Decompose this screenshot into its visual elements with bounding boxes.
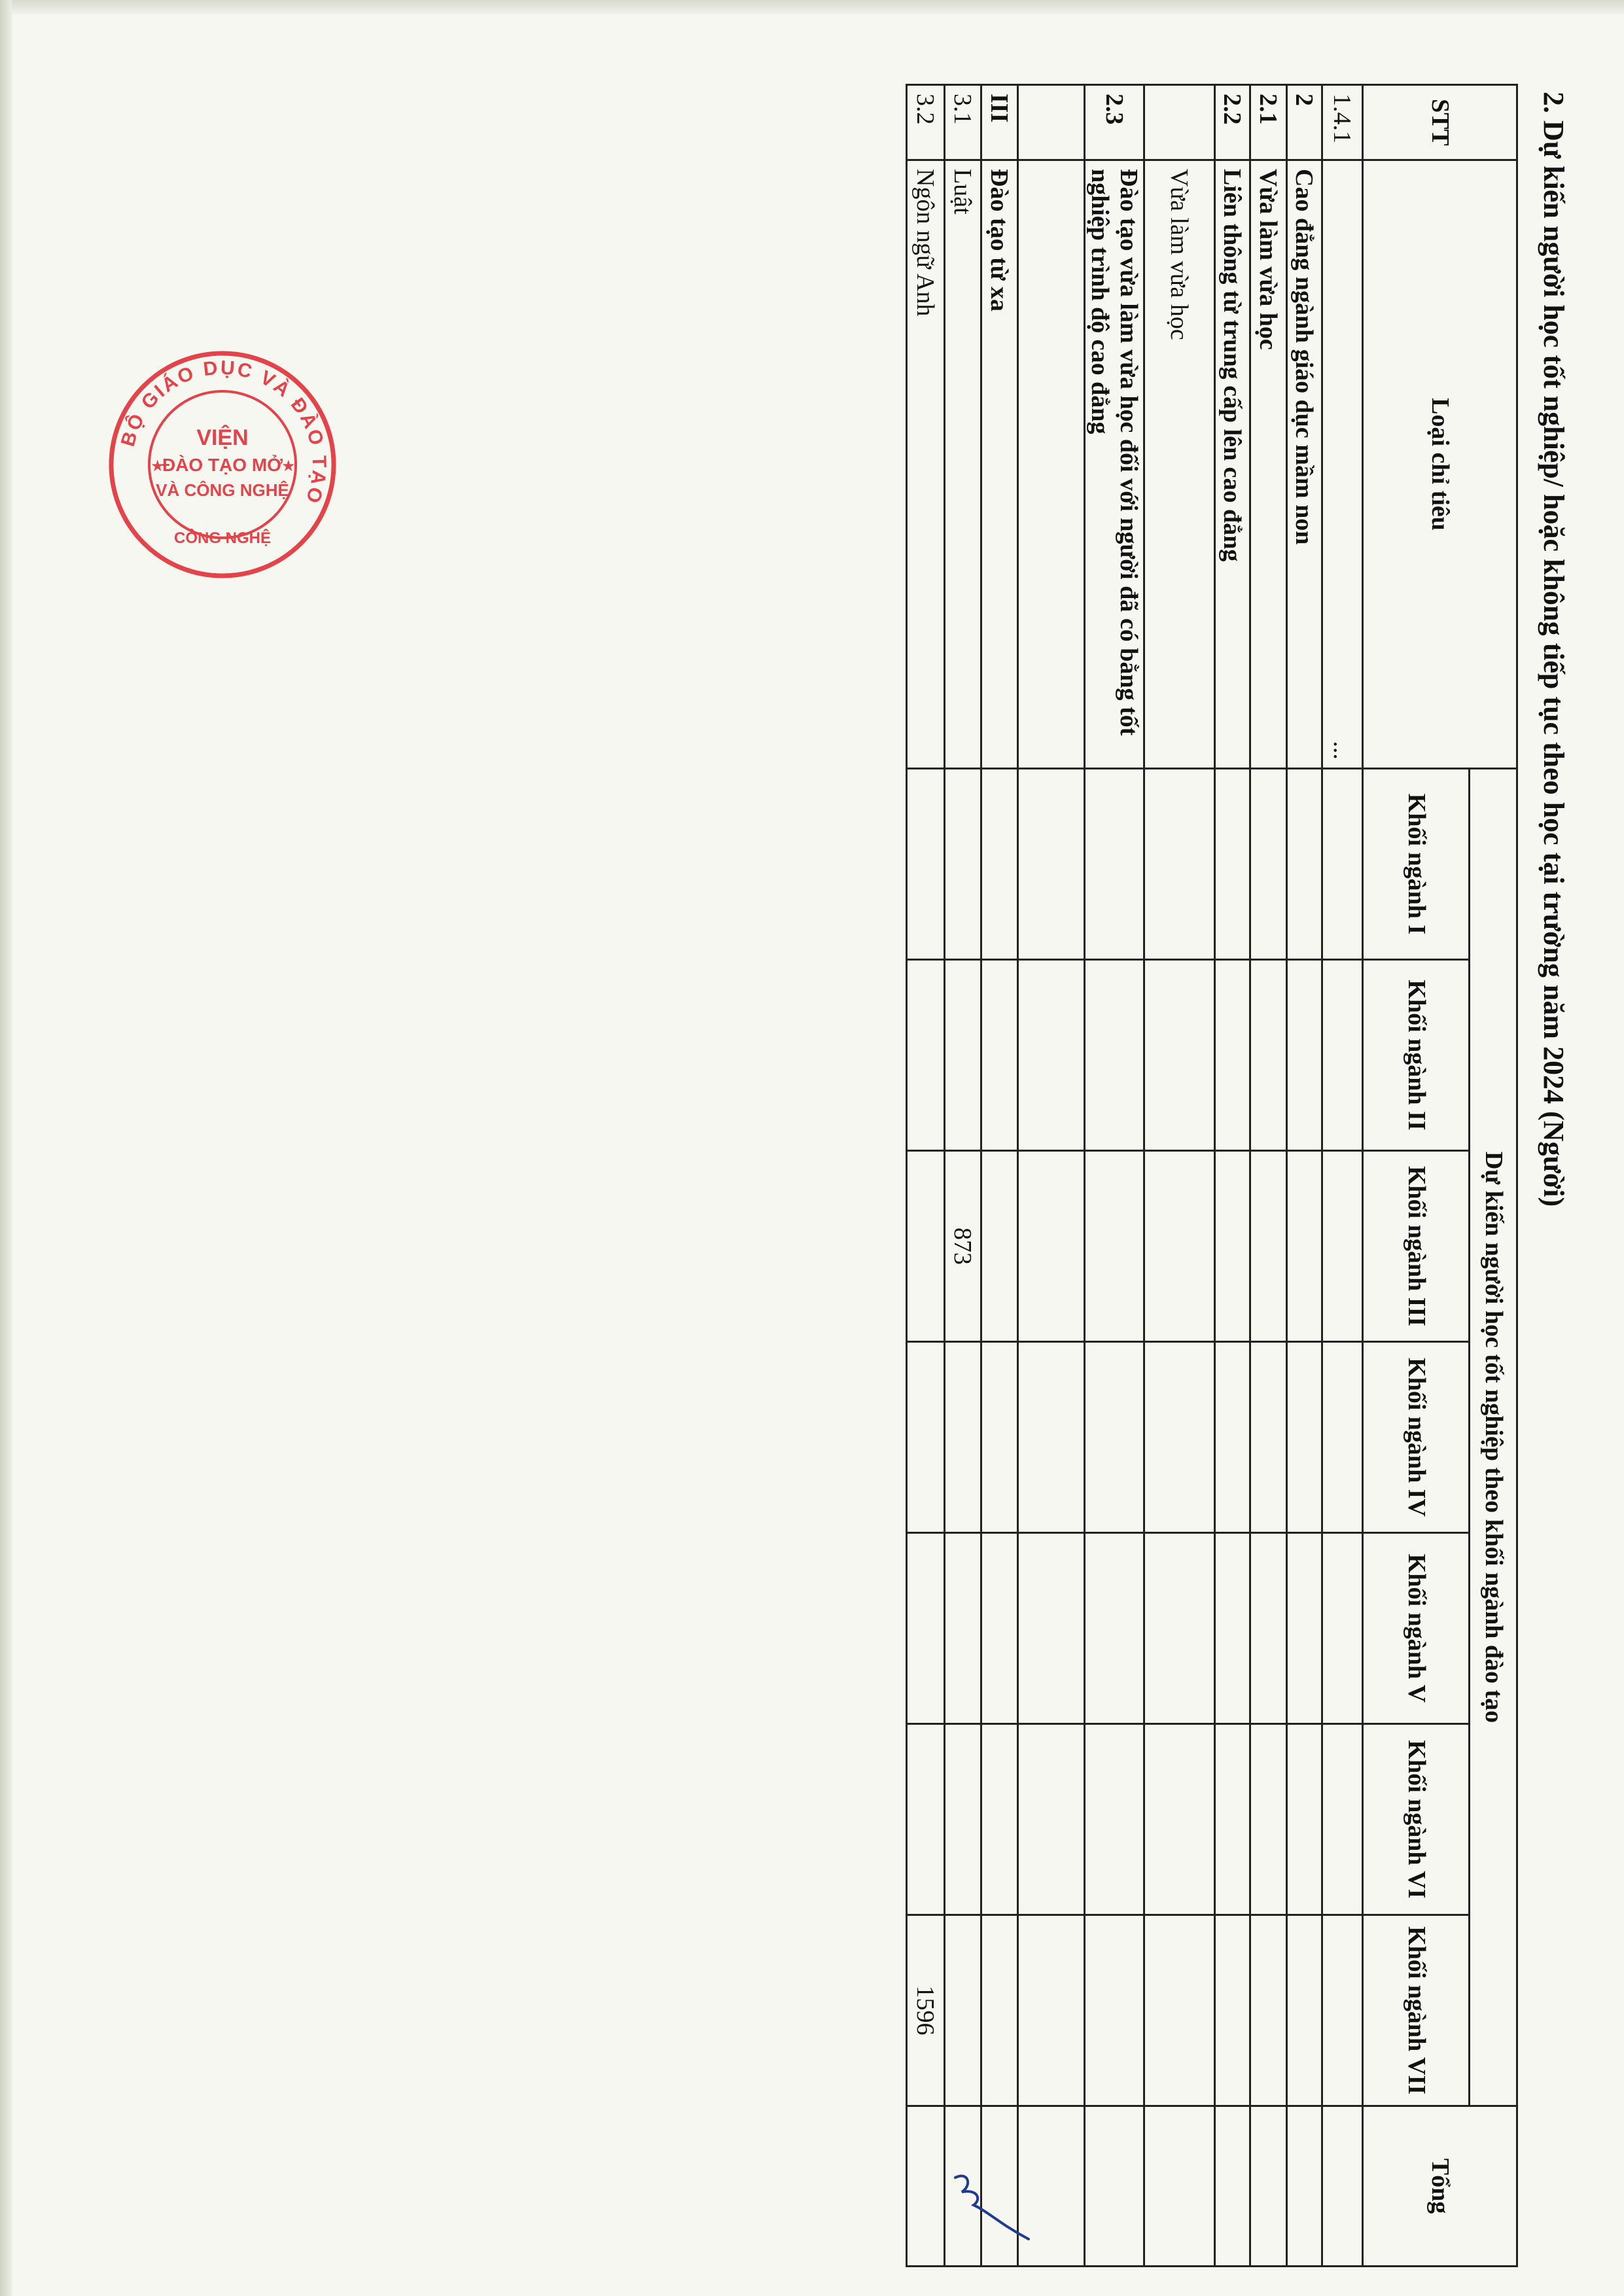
cell-khoi-nganh-3 [1018,1151,1085,1342]
cell-loai-chi-tieu: Liên thông từ trung cấp lên cao đẳng [1215,160,1250,769]
header-khoi-nganh-3: Khối ngành III [1363,1151,1470,1342]
rotated-content [46,72,1570,2270]
header-khoi-nganh-4: Khối ngành IV [1363,1342,1470,1533]
header-khoi-nganh-6: Khối ngành VI [1363,1724,1470,1915]
cell-khoi-nganh-7 [981,1915,1018,2106]
stamp-center-line3: VÀ CÔNG NGHỆ [156,480,289,500]
cell-khoi-nganh-7 [1215,1915,1250,2106]
cell-khoi-nganh-1 [945,769,981,960]
cell-khoi-nganh-2 [1215,960,1250,1151]
cell-khoi-nganh-3 [1287,1151,1322,1342]
cell-khoi-nganh-2 [1085,960,1144,1151]
cell-khoi-nganh-3: 873 [945,1151,981,1342]
cell-khoi-nganh-6 [1085,1724,1144,1915]
star-icon: ★ [150,457,165,475]
cell-tong [1322,2106,1363,2267]
cell-stt: III [981,85,1018,160]
cell-tong [1085,2106,1144,2267]
header-tong: Tổng [1363,2106,1517,2267]
institution-stamp [105,347,340,582]
cell-stt: 3.2 [907,85,945,160]
cell-khoi-nganh-2 [1144,960,1215,1151]
header-stt: STT [1363,85,1517,160]
cell-khoi-nganh-6 [981,1724,1018,1915]
cell-khoi-nganh-4 [907,1342,945,1533]
cell-tong [907,2106,945,2267]
cell-khoi-nganh-1 [1215,769,1250,960]
cell-tong [1250,2106,1287,2267]
cell-khoi-nganh-4 [1018,1342,1085,1533]
cell-khoi-nganh-3 [981,1151,1018,1342]
stamp-bottom-text: CÔNG NGHỆ [173,529,272,547]
table-row [945,85,981,2267]
table-body [907,85,1363,2267]
cell-tong [1287,2106,1322,2267]
header-group-khoi-nganh: Dự kiến người học tốt nghiệp theo khối ngành đào tạo [1470,769,1517,2106]
cell-loai-chi-tieu: Vừa làm vừa học [1144,160,1215,769]
cell-khoi-nganh-7 [1322,1915,1363,2106]
cell-khoi-nganh-1 [1250,769,1287,960]
cell-khoi-nganh-7 [1250,1915,1287,2106]
stamp-ring-text: BỘ GIÁO DỤC VÀ ĐÀO TẠO [116,357,330,508]
cell-khoi-nganh-5 [945,1533,981,1724]
cell-khoi-nganh-4 [1215,1342,1250,1533]
cell-khoi-nganh-3 [1250,1151,1287,1342]
cell-stt: 1.4.1 [1322,85,1363,160]
cell-stt: 2.3 [1085,85,1144,160]
cell-khoi-nganh-5 [1085,1533,1144,1724]
cell-khoi-nganh-5 [1287,1533,1322,1724]
cell-khoi-nganh-6 [1322,1724,1363,1915]
cell-loai-chi-tieu [1018,160,1085,769]
cell-khoi-nganh-1 [1144,769,1215,960]
cell-khoi-nganh-1 [907,769,945,960]
cell-stt: 2.1 [1250,85,1287,160]
cell-khoi-nganh-6 [1250,1724,1287,1915]
cell-khoi-nganh-5 [1144,1533,1215,1724]
cell-khoi-nganh-7 [945,1915,981,2106]
cell-khoi-nganh-1 [981,769,1018,960]
table-row [1215,85,1250,2267]
cell-khoi-nganh-2 [1250,960,1287,1151]
cell-khoi-nganh-3 [1322,1151,1363,1342]
table-row [1287,85,1322,2267]
stamp-center-line1: VIỆN [196,425,249,450]
cell-khoi-nganh-6 [1287,1724,1322,1915]
cell-khoi-nganh-5 [981,1533,1018,1724]
cell-khoi-nganh-2 [1018,960,1085,1151]
cell-khoi-nganh-3 [1215,1151,1250,1342]
cell-khoi-nganh-2 [981,960,1018,1151]
table-row [1250,85,1287,2267]
graduates-table [906,84,1518,2267]
header-khoi-nganh-1: Khối ngành I [1363,769,1470,960]
cell-khoi-nganh-6 [1018,1724,1085,1915]
cell-khoi-nganh-6 [907,1724,945,1915]
cell-stt [1144,85,1215,160]
cell-loai-chi-tieu: Ngôn ngữ Anh [907,160,945,769]
cell-stt: 3.1 [945,85,981,160]
cell-khoi-nganh-4 [945,1342,981,1533]
cell-stt: 2 [1287,85,1322,160]
cell-khoi-nganh-7: 1596 [907,1915,945,2106]
cell-khoi-nganh-5 [1250,1533,1287,1724]
cell-khoi-nganh-1 [1018,769,1085,960]
cell-khoi-nganh-7 [1018,1915,1085,2106]
table-row [1322,85,1363,2267]
cell-khoi-nganh-2 [907,960,945,1151]
cell-loai-chi-tieu: ... [1322,160,1363,769]
header-loai-chi-tieu: Loại chỉ tiêu [1363,160,1517,769]
header-khoi-nganh-7: Khối ngành VII [1363,1915,1470,2106]
cell-khoi-nganh-4 [1322,1342,1363,1533]
cell-khoi-nganh-2 [1287,960,1322,1151]
table-row [981,85,1018,2267]
cell-khoi-nganh-3 [1085,1151,1144,1342]
table-row [1144,85,1215,2267]
cell-khoi-nganh-7 [1144,1915,1215,2106]
table-row [1085,85,1144,2267]
cell-khoi-nganh-6 [1215,1724,1250,1915]
section-title: 2. Dự kiến người học tốt nghiệp/ hoặc không tiếp tục theo học tại trường năm 2024 (Người) [1538,92,1570,1207]
cell-khoi-nganh-7 [1287,1915,1322,2106]
stamp-center-line2: ĐÀO TẠO MỞ [162,455,283,475]
cell-khoi-nganh-3 [1144,1151,1215,1342]
cell-loai-chi-tieu: Đào tạo vừa làm vừa học đối với người đã có bằng tốt nghiệp trình độ cao đẳng [1085,160,1144,769]
cell-khoi-nganh-2 [945,960,981,1151]
cell-loai-chi-tieu: Vừa làm vừa học [1250,160,1287,769]
page-edge-left [0,0,12,2296]
cell-khoi-nganh-3 [907,1151,945,1342]
cell-khoi-nganh-4 [1085,1342,1144,1533]
cell-stt [1018,85,1085,160]
cell-tong [1215,2106,1250,2267]
cell-khoi-nganh-4 [981,1342,1018,1533]
cell-khoi-nganh-6 [1144,1724,1215,1915]
cell-khoi-nganh-1 [1322,769,1363,960]
cell-khoi-nganh-5 [1322,1533,1363,1724]
cell-khoi-nganh-4 [1144,1342,1215,1533]
cell-khoi-nganh-5 [1215,1533,1250,1724]
signature-mark [942,2159,1040,2244]
header-khoi-nganh-5: Khối ngành V [1363,1533,1470,1724]
cell-loai-chi-tieu: Đào tạo từ xa [981,160,1018,769]
cell-stt: 2.2 [1215,85,1250,160]
cell-khoi-nganh-7 [1085,1915,1144,2106]
cell-khoi-nganh-4 [1287,1342,1322,1533]
cell-khoi-nganh-2 [1322,960,1363,1151]
cell-loai-chi-tieu: Luật [945,160,981,769]
cell-khoi-nganh-1 [1287,769,1322,960]
table-row [907,85,945,2267]
star-icon: ★ [281,457,296,475]
cell-loai-chi-tieu: Cao đẳng ngành giáo dục mầm non [1287,160,1322,769]
cell-khoi-nganh-6 [945,1724,981,1915]
cell-khoi-nganh-5 [1018,1533,1085,1724]
header-khoi-nganh-2: Khối ngành II [1363,960,1470,1151]
cell-khoi-nganh-5 [907,1533,945,1724]
cell-khoi-nganh-4 [1250,1342,1287,1533]
cell-tong [1144,2106,1215,2267]
table-row [1018,85,1085,2267]
page-edge-top [0,0,1624,14]
cell-khoi-nganh-1 [1085,769,1144,960]
